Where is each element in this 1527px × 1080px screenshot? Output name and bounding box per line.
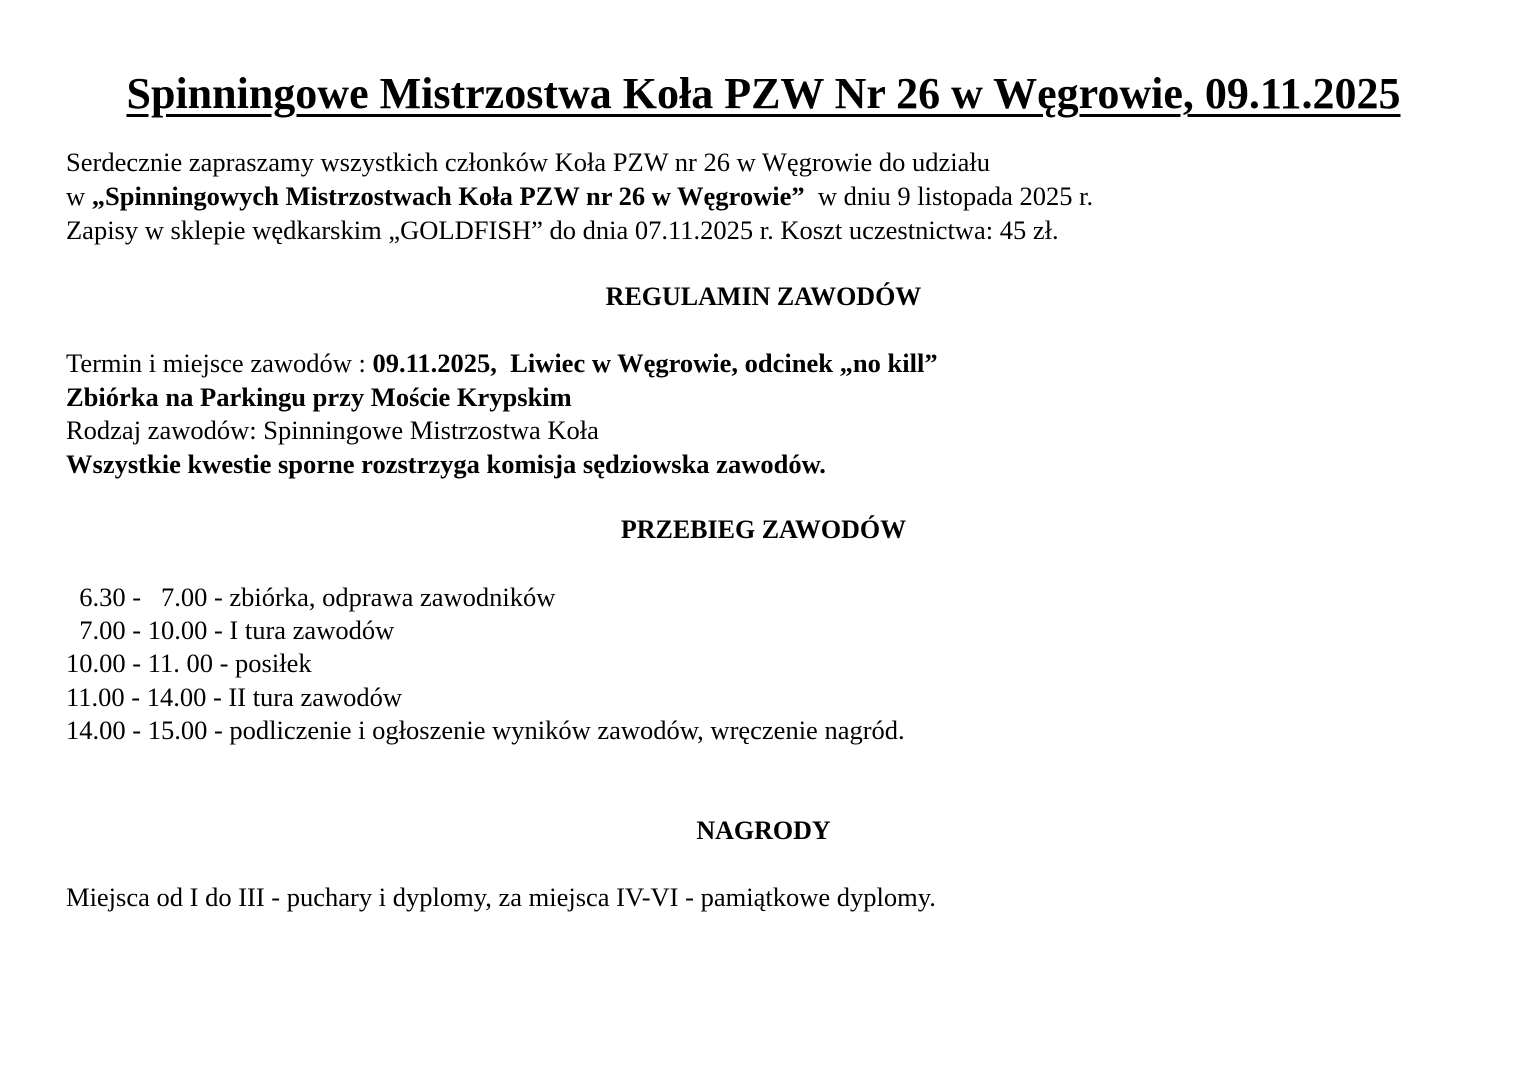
kwestie-line: Wszystkie kwestie sporne rozstrzyga komisja sędziowska zawodów. xyxy=(66,449,826,479)
nagrody-text: Miejsca od I do III - puchary i dyplomy, za miejsca IV-VI - pamiątkowe dyplomy. xyxy=(66,882,936,912)
intro-line-2-suffix: w dniu 9 listopada 2025 r. xyxy=(804,181,1094,211)
intro-line-2-prefix: w xyxy=(66,181,92,211)
termin-label: Termin i miejsce zawodów : xyxy=(66,348,373,378)
intro-line-1: Serdecznie zapraszamy wszystkich członków Koła PZW nr 26 w Węgrowie do udziału xyxy=(66,147,991,177)
zbiorka-line: Zbiórka na Parkingu przy Moście Krypskim xyxy=(66,382,572,412)
termin-value: 09.11.2025, Liwiec w Węgrowie, odcinek „no kill” xyxy=(372,348,938,378)
schedule-item: 6.30 - 7.00 - zbiórka, odprawa zawodników xyxy=(66,582,556,612)
przebieg-heading: PRZEBIEG ZAWODÓW xyxy=(620,515,907,544)
regulamin-heading: REGULAMIN ZAWODÓW xyxy=(605,282,922,311)
rodzaj-line: Rodzaj zawodów: Spinningowe Mistrzostwa Koła xyxy=(66,415,599,445)
schedule-item: 11.00 - 14.00 - II tura zawodów xyxy=(66,682,403,712)
event-name: „Spinningowych Mistrzostwach Koła PZW nr 26 w Węgrowie” xyxy=(91,181,805,211)
intro-line-2 xyxy=(66,179,1093,213)
termin-line xyxy=(66,346,938,380)
schedule-item: 7.00 - 10.00 - I tura zawodów xyxy=(66,615,395,645)
schedule-item: 14.00 - 15.00 - podliczenie i ogłoszenie wyników zawodów, wręczenie nagród. xyxy=(66,715,905,745)
intro-line-3: Zapisy w sklepie wędkarskim „GOLDFISH” do dnia 07.11.2025 r. Koszt uczestnictwa: 45 zł. xyxy=(66,215,1059,245)
schedule-item: 10.00 - 11. 00 - posiłek xyxy=(66,648,312,678)
nagrody-heading: NAGRODY xyxy=(696,816,831,845)
document-title: Spinningowe Mistrzostwa Koła PZW Nr 26 w Węgrowie, 09.11.2025 xyxy=(126,69,1401,118)
